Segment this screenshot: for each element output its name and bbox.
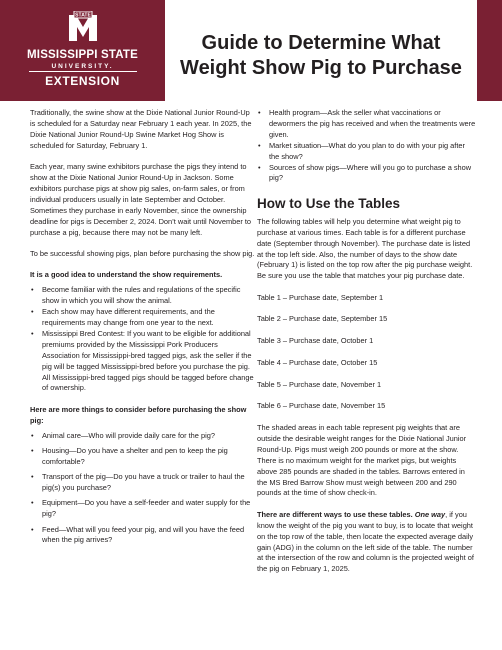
considerations-heading: Here are more things to consider before purchasing the show pig: <box>30 404 247 425</box>
table-list-item: Table 6 – Purchase date, November 15 <box>257 401 386 411</box>
usage-lead: There are different ways to use these tables. <box>257 509 413 519</box>
logo-extension: EXTENSION <box>45 74 120 88</box>
title-line-2: Weight Show Pig to Purchase <box>180 57 462 79</box>
list-item: • Feed—What will you feed your pig, and will you have the feed when the pig arrives? <box>31 524 245 545</box>
bullet-icon: • <box>31 524 34 534</box>
logo-university: UNIVERSITY. <box>51 63 114 70</box>
table-list-item: Table 4 – Purchase date, October 15 <box>257 357 378 367</box>
usage-paragraph <box>257 510 477 575</box>
list-item: • Become familiar with the rules and regulations of the specific show in which you will show the animal. <box>31 285 241 306</box>
tables-section-heading: How to Use the Tables <box>257 195 401 211</box>
bullet-icon: • <box>31 472 34 482</box>
page-header <box>0 0 502 101</box>
shaded-areas-paragraph: The shaded areas in each table represent pig weights that are outside the desirable weight ranges for the Dixie National Junior Round-Up. Pigs must weigh 200 pounds or more at the show. There is no maximum weight for the market pigs, but weights above 285 pounds are shaded in the tables. Barrows entered in the MS Bred Barrow Show must weigh between 200 and 290 pounds at the time of show check-in. <box>257 423 467 498</box>
table-list-item: Table 5 – Purchase date, November 1 <box>257 379 382 389</box>
bullet-icon: • <box>31 430 34 440</box>
bullet-icon: • <box>31 307 34 317</box>
intro-paragraph-1: Traditionally, the swine show at the Dixie National Junior Round-Up is scheduled for a Saturday near February 1 each year. In 2025, the Dixie National Junior Round-Up Swine Market Hog Show is scheduled for Saturday, February 1. <box>30 108 252 150</box>
intro-paragraph-3: To be successful showing pigs, plan before purchasing the show pig. <box>30 248 255 258</box>
left-column <box>30 108 256 557</box>
bullet-icon: • <box>31 328 34 338</box>
logo-name: MISSISSIPPI STATE <box>27 49 138 61</box>
usage-text: , if you know the weight of the pig you want to buy, is to locate that weight on the top row of the table, then locate the expected average daily gain (ADG) in the column on the left side of the table. The number at the intersection of the row and column is the projected weight of the pig on February 1, 2025. <box>257 509 474 574</box>
considerations-list-continued <box>257 108 477 184</box>
considerations-list <box>30 431 256 547</box>
page-title <box>168 31 474 81</box>
bullet-icon: • <box>258 140 261 150</box>
usage-emphasis: One way <box>414 509 446 519</box>
bullet-icon: • <box>258 162 261 172</box>
list-item: • Animal care—Who will provide daily care for the pig? <box>31 430 215 440</box>
right-column <box>257 108 477 586</box>
msu-m-logo-icon <box>68 11 98 45</box>
list-item: • Mississippi Bred Contest: If you want to be eligible for additional premiums provided by the Mississippi Pork Producers Association for Mississippi-bred tagged pigs, ask the seller if the pig will be tagged Mississippi-bred before you purchase the pig. All Mississippi-bred tagged pigs should be tagged before change of ownership. <box>31 328 254 393</box>
table-list-item: Table 3 – Purchase date, October 1 <box>257 336 374 346</box>
table-list-item: Table 1 – Purchase date, September 1 <box>257 292 384 302</box>
intro-paragraph-2: Each year, many swine exhibitors purchase the pigs they intend to show at the Dixie National Junior Round-Up in Jackson. Some exhibitors purchase pigs at show pig sales, on-farm sales, or from individual producers usually in late September and October. Sometimes they purchase in early November, since the ownership deadline for pigs is December 2, 2024. Don’t wait until November to purchase a pig, because there may not be many left. <box>30 162 252 237</box>
list-item: • Health program—Ask the seller what vaccinations or dewormers the pig has received and when the treatments were given. <box>258 108 476 139</box>
title-line-1: Guide to Determine What <box>201 32 441 54</box>
bullet-icon: • <box>31 285 34 295</box>
list-item: • Each show may have different requirements, and the requirements may change from one year to the next. <box>31 307 215 327</box>
bullet-icon: • <box>31 445 34 455</box>
logo-divider <box>29 71 137 72</box>
list-item: • Sources of show pigs—Where will you go to purchase a show pig? <box>258 162 472 183</box>
show-requirements-heading: It is a good idea to understand the show requirements. <box>30 270 223 280</box>
table-list-item: Table 2 – Purchase date, September 15 <box>257 314 388 324</box>
list-item: • Equipment—Do you have a self-feeder and water supply for the pig? <box>31 498 251 519</box>
list-item: • Transport of the pig—Do you have a truck or trailer to haul the pig(s) you purchase? <box>31 472 245 493</box>
logo-badge-text: STATE <box>75 12 91 19</box>
list-item: • Market situation—What do you plan to do with your pig after the show? <box>258 140 465 161</box>
show-requirements-list <box>30 285 256 394</box>
header-accent-bar <box>477 0 502 101</box>
tables-intro-paragraph: The following tables will help you determine what weight pig to purchase at various times. Each table is for a different purchase date (September through November). The purchase date is listed at the top left side. Also, the number of days to the show date (February 1) is listed on the top row after the pig purchase weight. Be sure you use the table that matches your pig purchase date. <box>257 216 473 281</box>
msu-extension-logo <box>0 0 165 101</box>
bullet-icon: • <box>31 498 34 508</box>
list-item: • Housing—Do you have a shelter and pen to keep the pig comfortable? <box>31 445 228 466</box>
bullet-icon: • <box>258 108 261 117</box>
